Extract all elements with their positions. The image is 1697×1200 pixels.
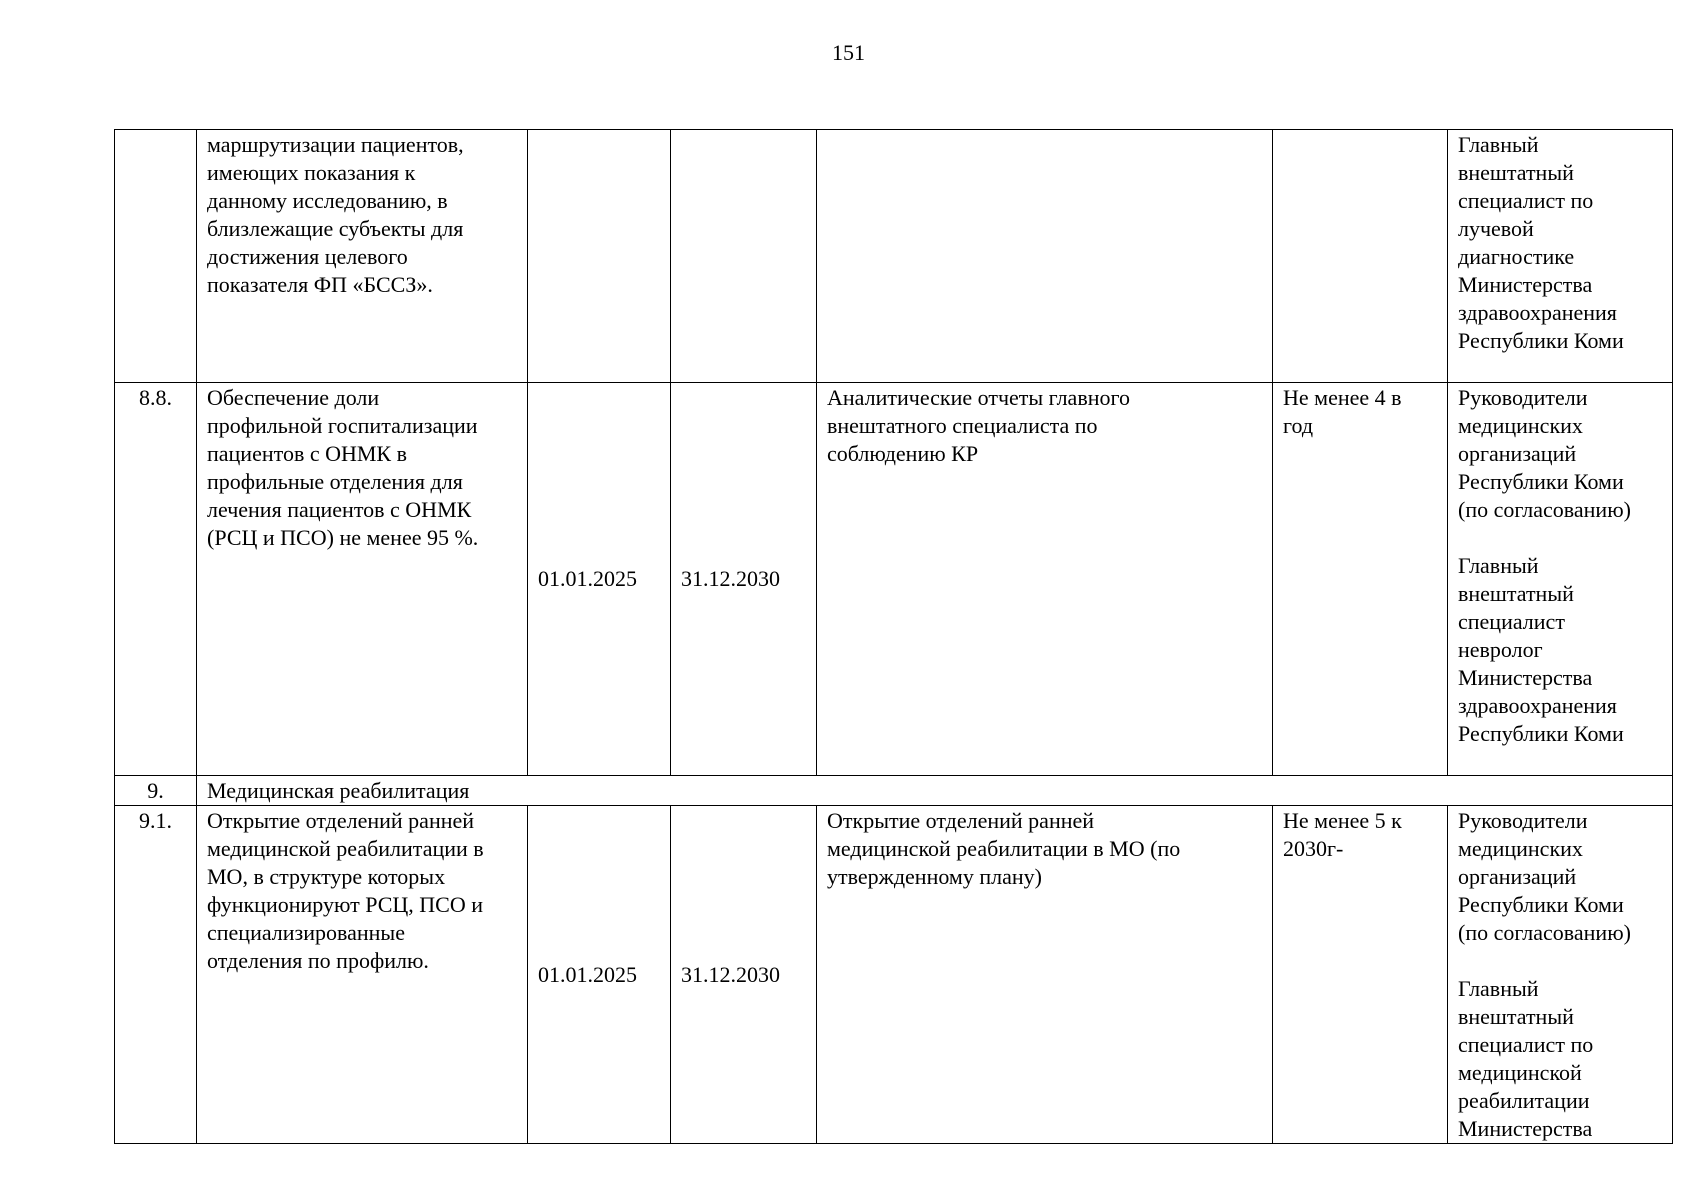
- cell-end-date: 31.12.2030: [671, 383, 817, 776]
- cell-start-date: 01.01.2025: [528, 383, 671, 776]
- cell-start-date: [528, 130, 671, 383]
- cell-end-date: [671, 130, 817, 383]
- table-row-8-8: [115, 383, 1673, 776]
- cell-start-date: 01.01.2025: [528, 806, 671, 1144]
- cell-description: маршрутизации пациентов, имеющих показания к данному исследованию, в близлежащие субъекты для достижения целевого показателя ФП «БССЗ».: [197, 130, 528, 383]
- table-row-continuation: [115, 130, 1673, 383]
- table-row-section-9: [115, 776, 1673, 806]
- cell-responsible: [1448, 383, 1673, 776]
- cell-description: Открытие отделений ранней медицинской реабилитации в МО, в структуре которых функционируют РСЦ, ПСО и специализированные отделения по профилю.: [197, 806, 528, 1144]
- cell-description: Обеспечение доли профильной госпитализации пациентов с ОНМК в профильные отделения для лечения пациентов с ОНМК (РСЦ и ПСО) не менее 95 %.: [197, 383, 528, 776]
- responsible-chief-specialist: Главный внештатный специалист по медицинской реабилитации Министерства: [1458, 976, 1594, 1141]
- activities-table: [114, 129, 1673, 1144]
- responsible-chief-specialist: Главный внештатный специалист невролог Министерства здравоохранения Республики Коми: [1458, 553, 1624, 746]
- table-row-9-1: [115, 806, 1673, 1144]
- cell-number: 8.8.: [115, 383, 197, 776]
- page-number: 151: [832, 40, 865, 65]
- cell-indicator: [1273, 130, 1448, 383]
- responsible-organizations: Руководители медицинских организаций Республики Коми (по согласованию): [1458, 808, 1631, 945]
- cell-end-date: 31.12.2030: [671, 806, 817, 1144]
- cell-responsible: Главный внештатный специалист по лучевой диагностике Министерства здравоохранения Республики Коми: [1448, 130, 1673, 383]
- cell-result: Открытие отделений ранней медицинской реабилитации в МО (по утвержденному плану): [817, 806, 1273, 1144]
- cell-number: [115, 130, 197, 383]
- cell-indicator: Не менее 4 в год: [1273, 383, 1448, 776]
- section-title: Медицинская реабилитация: [197, 776, 1673, 806]
- responsible-organizations: Руководители медицинских организаций Республики Коми (по согласованию): [1458, 385, 1631, 522]
- cell-result: [817, 130, 1273, 383]
- cell-result: Аналитические отчеты главного внештатного специалиста по соблюдению КР: [817, 383, 1273, 776]
- cell-number: 9.: [115, 776, 197, 806]
- cell-number: 9.1.: [115, 806, 197, 1144]
- cell-responsible: [1448, 806, 1673, 1144]
- cell-indicator: Не менее 5 к 2030г-: [1273, 806, 1448, 1144]
